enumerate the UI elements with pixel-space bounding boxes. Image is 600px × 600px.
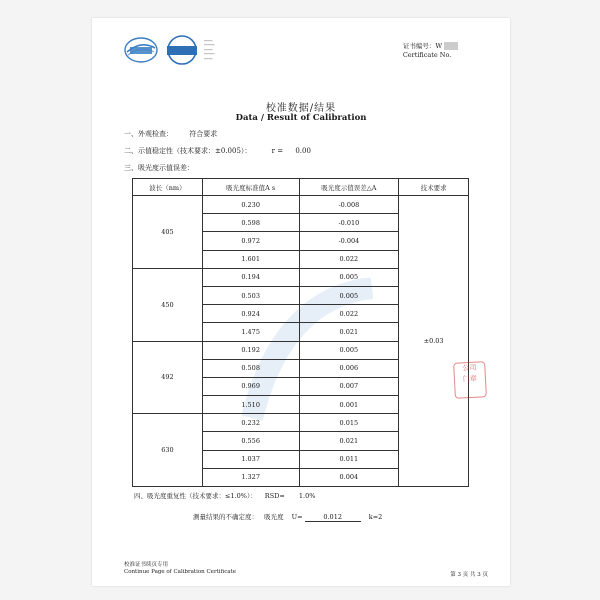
wavelength-cell: 492 [133, 341, 203, 414]
standard-value-cell: 0.230 [202, 196, 299, 214]
error-value-cell: 0.021 [299, 432, 399, 450]
table-body [133, 196, 469, 487]
stamp-line-2: 门章 [462, 374, 478, 384]
standard-value-cell: 0.192 [202, 341, 299, 359]
absorbance-error-heading: 三、吸光度示值误差： [124, 164, 194, 172]
error-value-cell: 0.005 [299, 268, 399, 286]
title-english: Data / Result of Calibration [235, 113, 367, 123]
error-value-cell: 0.006 [299, 359, 399, 377]
uncertainty-label: 测量结果的不确定度： [193, 513, 258, 521]
stability-check [124, 146, 311, 156]
error-value-cell: 0.005 [299, 341, 399, 359]
standard-value-cell: 0.556 [202, 432, 299, 450]
header-wavelength: 波长（nm） [133, 179, 203, 196]
uncertainty-value: 0.012 [305, 513, 361, 522]
redacted-number [444, 42, 458, 50]
uncertainty-name: 吸光度 [264, 513, 284, 521]
appearance-label: 一、外观检查： [124, 130, 173, 138]
footer-cn: 校准证书续页专用 [124, 562, 169, 568]
company-seal-stamp [453, 361, 487, 399]
ilac-mra-logo-icon [122, 34, 160, 66]
stability-r-label: r = [271, 147, 284, 155]
page-number: 第 3 页 共 3 页 [450, 572, 488, 578]
wavelength-cell: 630 [133, 414, 203, 487]
standard-value-cell: 1.037 [202, 450, 299, 468]
repeatability-label: 四、吸光度重复性（技术要求：≤1.0%）： [134, 492, 257, 500]
error-value-cell: 0.001 [299, 396, 399, 414]
header-logos [122, 31, 240, 69]
error-value-cell: 0.021 [299, 323, 399, 341]
error-value-cell: 0.005 [299, 286, 399, 304]
cnas-logo-icon [164, 34, 200, 66]
cert-label-cn: 证书编号 [402, 42, 429, 50]
error-value-cell: 0.007 [299, 377, 399, 395]
uncertainty-k: k=2 [368, 513, 383, 521]
repeatability-line [134, 491, 315, 500]
rsd-value: 1.0% [298, 492, 316, 500]
cert-label-en: Certificate No. [402, 50, 452, 59]
stamp-line-1: 公司 [462, 363, 477, 373]
standard-value-cell: 1.327 [202, 468, 299, 486]
stability-value: 0.00 [295, 147, 311, 155]
standard-value-cell: 0.598 [202, 214, 299, 232]
error-value-cell: -0.010 [299, 214, 399, 232]
uncertainty-line [193, 512, 382, 522]
header-standard-value: 吸光度标准值A s [202, 179, 299, 196]
wavelength-cell: 450 [133, 268, 203, 341]
certificate-page [92, 18, 510, 586]
standard-value-cell: 0.503 [202, 286, 299, 304]
rsd-label: RSD= [264, 492, 285, 500]
footer-en: Continue Page of Calibration Certificate [124, 569, 237, 575]
table-row [133, 196, 469, 214]
standard-value-cell: 0.969 [202, 377, 299, 395]
standard-value-cell: 1.510 [202, 396, 299, 414]
standard-value-cell: 0.232 [202, 414, 299, 432]
error-value-cell: 0.015 [299, 414, 399, 432]
error-value-cell: -0.004 [299, 232, 399, 250]
error-value-cell: 0.022 [299, 250, 399, 268]
error-value-cell: -0.008 [299, 196, 399, 214]
error-value-cell: 0.004 [299, 468, 399, 486]
standard-value-cell: 0.194 [202, 268, 299, 286]
cert-value: ：W [428, 42, 442, 50]
standard-value-cell: 0.508 [202, 359, 299, 377]
standard-value-cell: 0.972 [202, 232, 299, 250]
title-chinese: 校准数据/结果 [265, 103, 337, 114]
appearance-value: 符合要求 [189, 130, 218, 138]
table-header-row [133, 179, 469, 196]
header-requirement: 技术要求 [399, 179, 469, 196]
error-value-cell: 0.011 [299, 450, 399, 468]
stability-label: 二、示值稳定性（技术要求：±0.005）： [124, 147, 252, 155]
appearance-check [124, 129, 217, 139]
standard-value-cell: 1.475 [202, 323, 299, 341]
standard-value-cell: 1.601 [202, 250, 299, 268]
wavelength-cell: 405 [133, 196, 203, 269]
uncertainty-u-label: U= [291, 513, 303, 521]
error-value-cell: 0.022 [299, 305, 399, 323]
requirement-cell: ±0.03 [399, 196, 469, 487]
calibration-table [132, 178, 469, 487]
header-error: 吸光度示值误差△A [299, 179, 399, 196]
accreditation-logo-text: ━━━━ ━━━━━ ━━━━ ━━━━━ ━━━━ [204, 38, 215, 61]
standard-value-cell: 0.924 [202, 305, 299, 323]
footer-continue [124, 562, 236, 576]
certificate-number [403, 42, 458, 59]
